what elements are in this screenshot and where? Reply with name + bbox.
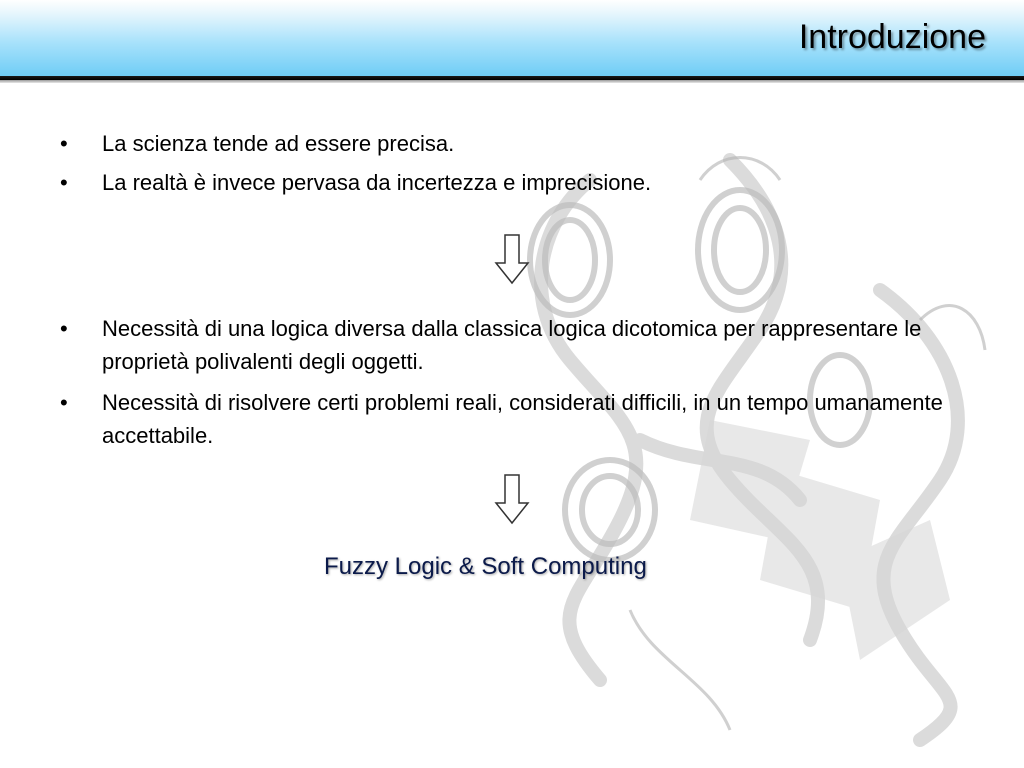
bullet-marker: • (60, 170, 68, 195)
slide-title: Introduzione (798, 18, 986, 56)
bullet-marker: • (60, 131, 68, 156)
bullet-item (60, 386, 960, 452)
bullet-text: La realtà è invece pervasa da incertezza e imprecisione. (102, 170, 652, 195)
bullet-item (60, 166, 780, 199)
bullet-item (60, 127, 780, 160)
down-arrow-icon (494, 233, 530, 285)
bullet-text: Necessità di una logica diversa dalla classica logica dicotomica per rappresentare le proprietà polivalenti degli oggetti. (102, 316, 922, 374)
conclusion-text: Fuzzy Logic & Soft Computing (324, 553, 647, 580)
down-arrow-icon (494, 473, 530, 525)
bullet-text: La scienza tende ad essere precisa. (102, 131, 455, 156)
bullet-marker: • (60, 316, 68, 341)
bullet-marker: • (60, 390, 68, 415)
bullet-text: Necessità di risolvere certi problemi reali, considerati difficili, in un tempo umanamente accettabile. (102, 390, 943, 448)
header-divider-shadow (0, 80, 1024, 83)
bullet-list-top (60, 127, 780, 205)
bullet-item (60, 312, 960, 378)
bullet-list-bottom (60, 312, 960, 460)
